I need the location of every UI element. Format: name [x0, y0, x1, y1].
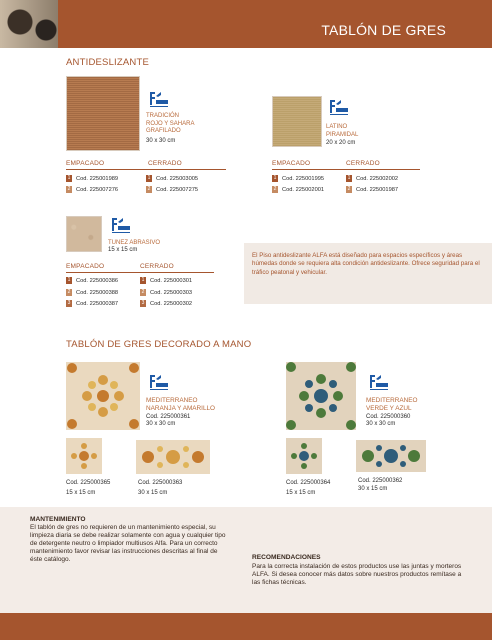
code-row [140, 277, 192, 284]
col-header-cerrado: CERRADO [346, 160, 380, 167]
row-number: 1 [67, 175, 71, 181]
code-row [146, 175, 198, 182]
product-name-line: NARANJA Y AMARILLO [146, 405, 216, 412]
product-code: Cod. 225001995 [282, 175, 325, 182]
row-number: 2 [67, 186, 71, 192]
header-photo [0, 0, 58, 48]
col-header-empacado: EMPACADO [272, 160, 311, 167]
col-header-empacado: EMPACADO [66, 160, 105, 167]
product-name-line: MEDITERRANEO [146, 397, 198, 404]
product-code: Cod. 225000386 [76, 277, 119, 284]
row-number: 2 [347, 186, 351, 192]
product-code: Cod. 225002001 [282, 186, 325, 193]
page-title: TABLÓN DE GRES [321, 22, 446, 38]
mantenimiento-text: El tablón de gres no requieren de un mantenimiento especial, su limpieza diaria se debe realizar solamente con agua y cualquier tipo de detergente neutro o limpiador multiusos Alfa. Para un correcto mantenimiento favor revisar las instrucciones descritas al final de éste catálogo. [30, 524, 226, 563]
code-row [66, 300, 118, 307]
alfa-logo-icon [146, 373, 170, 391]
col-header-cerrado: CERRADO [140, 263, 174, 270]
col-header-cerrado: CERRADO [148, 160, 182, 167]
product-code: Cod. 225000362 [358, 478, 403, 484]
tile-swatch-mediterraneo-verde [286, 362, 356, 430]
product-code: Cod. 225000363 [138, 480, 183, 486]
product-code: Cod. 225007276 [76, 186, 119, 193]
product-name-line: VERDE Y AZUL [366, 405, 412, 412]
product-name-tunez: TUNEZ ABRASIVO [108, 240, 161, 246]
product-size: 15 x 15 cm [66, 489, 96, 496]
tile-swatch-border-naranja [136, 440, 210, 474]
code-row [140, 300, 192, 307]
tile-swatch-small-naranja [66, 438, 102, 474]
recomendaciones-text: Para la correcta instalación de estos productos use las juntas y morteros ALFA. Si desea conocer más datos sobre nuestros productos remítase a las fichas técnicas. [252, 563, 462, 586]
product-size: 30 x 30 cm [146, 138, 176, 144]
tile-swatch-latino [272, 96, 322, 147]
alfa-logo-icon [326, 98, 350, 116]
product-code: Cod. 225007275 [156, 186, 199, 193]
code-row [146, 186, 198, 193]
mantenimiento-title: MANTENIMIENTO [30, 516, 86, 523]
small-item-label [66, 480, 110, 497]
product-name-line: MEDITERRANEO [366, 397, 418, 404]
product-size: 15 x 15 cm [108, 247, 138, 253]
code-row [66, 175, 118, 182]
product-name-mediterraneo-naranja [146, 397, 215, 413]
product-code: Cod. 225000365 [66, 480, 111, 486]
code-row [272, 186, 324, 193]
divider [66, 169, 226, 170]
product-name-latino [326, 124, 358, 139]
small-item-label [358, 478, 402, 493]
product-code: Cod. 225000361 [146, 414, 191, 420]
product-size: 30 x 30 cm [146, 421, 176, 427]
product-size: 15 x 15 cm [286, 489, 316, 496]
code-row [346, 186, 398, 193]
section-title-decorado: TABLÓN DE GRES DECORADO A MANO [66, 339, 252, 350]
product-code: Cod. 225001989 [76, 175, 119, 182]
row-number: 1 [347, 175, 351, 181]
tile-swatch-border-verde [356, 440, 426, 472]
tile-swatch-small-verde [286, 438, 322, 474]
row-number: 2 [273, 186, 277, 192]
row-number: 1 [141, 277, 145, 283]
code-row [346, 175, 398, 182]
divider [66, 272, 214, 273]
code-row [140, 289, 192, 296]
product-size: 30 x 15 cm [358, 485, 388, 492]
product-name-line: TRADICIÓN [146, 113, 179, 119]
product-code: Cod. 225000303 [150, 289, 193, 296]
small-item-label [286, 480, 330, 497]
code-row [66, 277, 118, 284]
product-name-tradicion [146, 113, 194, 136]
product-name-line: ROJO Y SAHARA [146, 120, 195, 127]
footer-bar [0, 613, 492, 640]
tile-swatch-mediterraneo-naranja [66, 362, 140, 430]
product-code: Cod. 225001987 [356, 186, 399, 193]
product-code: Cod. 225003005 [156, 175, 199, 182]
product-code: Cod. 225000301 [150, 277, 193, 284]
row-number: 3 [67, 300, 71, 306]
tile-swatch-tunez [66, 216, 102, 252]
code-row [66, 186, 118, 193]
row-number: 2 [141, 289, 145, 295]
product-code: Cod. 225002002 [356, 175, 399, 182]
product-size: 30 x 15 cm [138, 489, 168, 496]
row-number: 3 [141, 300, 145, 306]
product-code: Cod. 225000388 [76, 289, 119, 296]
small-item-label [138, 480, 182, 497]
product-code: Cod. 225000364 [286, 480, 331, 486]
row-number: 2 [147, 186, 151, 192]
row-number: 1 [273, 175, 277, 181]
product-name-line: PIRAMIDAL [326, 131, 359, 138]
product-name-mediterraneo-verde [366, 397, 417, 413]
recomendaciones-title: RECOMENDACIONES [252, 554, 321, 561]
code-row [66, 289, 118, 296]
alfa-logo-icon [146, 90, 170, 108]
product-name-line: LATINO [326, 124, 348, 130]
product-code: Cod. 225000302 [150, 300, 193, 307]
product-code: Cod. 225000360 [366, 414, 411, 420]
tile-swatch-tradicion [66, 76, 140, 151]
alfa-logo-icon [108, 216, 132, 234]
divider [272, 169, 420, 170]
product-size: 20 x 20 cm [326, 140, 356, 146]
row-number: 1 [147, 175, 151, 181]
col-header-empacado: EMPACADO [66, 263, 105, 270]
note-text: El Piso antideslizante ALFA está diseñado para espacios específicos y áreas húmedas donde se requiera alta condición antideslizante. Ofrece seguridad para el tráfico peatonal y vehicular. [252, 252, 480, 276]
code-row [272, 175, 324, 182]
product-code: Cod. 225000387 [76, 300, 119, 307]
row-number: 2 [67, 289, 71, 295]
alfa-logo-icon [366, 373, 390, 391]
product-name-line: GRAFILADO [146, 128, 181, 134]
row-number: 1 [67, 277, 71, 283]
product-size: 30 x 30 cm [366, 421, 396, 427]
section-title-antideslizante: ANTIDESLIZANTE [66, 57, 150, 68]
